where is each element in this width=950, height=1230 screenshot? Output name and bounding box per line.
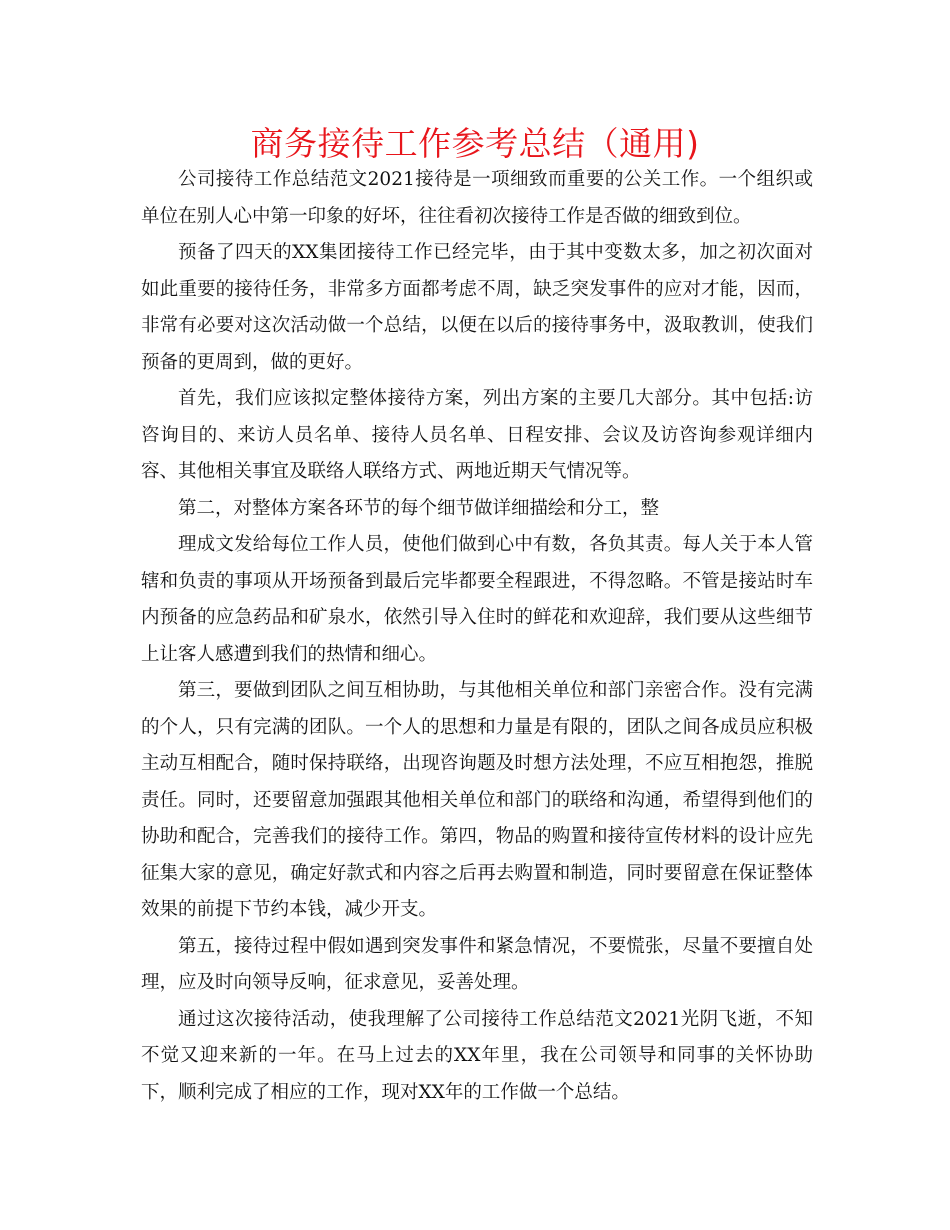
paragraph-8: 通过这次接待活动，使我理解了公司接待工作总结范文2021光阴飞逝，不知不觉又迎来新的一年。在马上过去的XX年里，我在公司领导和同事的关怀协助下，顺利完成了相应的工作，现对XX年的工作做一个总结。 bbox=[141, 1008, 813, 1103]
document-body bbox=[141, 162, 813, 1111]
document-title: 商务接待工作参考总结（通用) bbox=[250, 124, 700, 163]
paragraph-4: 第二，对整体方案各环节的每个细节做详细描绘和分工，整 bbox=[178, 497, 660, 519]
paragraph-3: 首先，我们应该拟定整体接待方案，列出方案的主要几大部分。其中包括:访咨询目的、来访人员名单、接待人员名单、日程安排、会议及访咨询参观详细内容、其他相关事宜及联络人联络方式、两地近期天气情况等。 bbox=[141, 388, 813, 482]
paragraph-7: 第五，接待过程中假如遇到突发事件和紧急情况，不要慌张，尽量不要擅自处理，应及时向领导反响，征求意见，妥善处理。 bbox=[141, 935, 813, 993]
paragraph-5: 理成文发给每位工作人员，使他们做到心中有数，各负其责。每人关于本人管辖和负责的事项从开场预备到最后完毕都要全程跟进，不得忽略。不管是接站时车内预备的应急药品和矿泉水，依然引导入住时的鲜花和欢迎辞，我们要从这些细节上让客人感遭到我们的热情和细心。 bbox=[141, 534, 813, 665]
paragraph-6: 第三，要做到团队之间互相协助，与其他相关单位和部门亲密合作。没有完满的个人，只有完满的团队。一个人的思想和力量是有限的，团队之间各成员应积极主动互相配合，随时保持联络，出现咨询题及时想方法处理，不应互相抱怨，推脱责任。同时，还要留意加强跟其他相关单位和部门的联络和沟通，希望得到他们的协助和配合，完善我们的接待工作。第四，物品的购置和接待宣传材料的设计应先征集大家的意见，确定好款式和内容之后再去购置和制造，同时要留意在保证整体效果的前提下节约本钱，减少开支。 bbox=[141, 680, 813, 920]
paragraph-2: 预备了四天的XX集团接待工作已经完毕，由于其中变数太多，加之初次面对如此重要的接待任务，非常多方面都考虑不周，缺乏突发事件的应对才能，因而，非常有必要对这次活动做一个总结，以便在以后的接待事务中，汲取教训，使我们预备的更周到，做的更好。 bbox=[141, 242, 813, 373]
paragraph-1: 公司接待工作总结范文2021接待是一项细致而重要的公关工作。一个组织或单位在别人心中第一印象的好坏，往往看初次接待工作是否做的细致到位。 bbox=[141, 169, 813, 227]
